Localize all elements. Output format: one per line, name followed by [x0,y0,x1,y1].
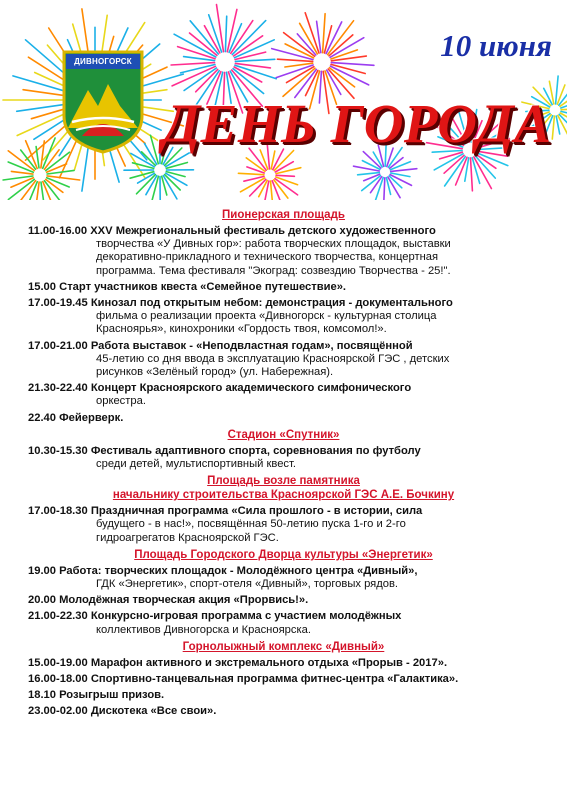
section-title: Пионерская площадь [222,209,345,221]
event-description-continued: творчества «У Дивных гор»: работа творческих площадок, выставки [96,238,451,251]
event-program [0,206,567,722]
event-item [0,594,567,607]
section-title: Стадион «Спутник» [227,428,340,441]
event-description-continued: ГДК «Энергетик», спорт-отеля «Дивный», торговых рядов. [96,578,399,591]
event-description: Молодёжная творческая акция «Прорвись!». [59,594,309,607]
section-title: начальнику строительства Красноярской ГЭС А.Е. Бочкину [112,489,455,502]
firework-ray [471,158,473,191]
event-time: 20.00 [28,594,56,607]
event-line [28,281,557,294]
firework-ray [209,15,222,52]
event-line [28,412,557,425]
event-time: 22.40 [28,411,56,424]
firework-ray [323,14,326,53]
event-description-continued: оркестра. [96,395,146,408]
event-item [0,673,567,686]
event-line [28,297,557,310]
event-time: 18.10 [28,689,56,702]
event-time: 21.00-22.30 [28,610,88,623]
event-time: 15.00 [28,280,56,293]
event-line [28,657,557,670]
firework-ray [391,169,417,172]
event-item [0,297,567,337]
section-title: Горнолыжный комплекс «Дивный» [182,640,385,653]
firework-ray [133,163,154,169]
event-description: Старт участников квеста «Семейное путешествие». [59,280,347,293]
event-time: 17.00-21.00 [28,339,88,352]
event-description-continued: будущего - в нас!», посвящённая 50-летию пуска 1-го и 2-го [96,518,406,531]
event-description: Спортивно-танцевальная программа фитнес-центра «Галактика». [90,673,459,686]
firework-ray [384,178,385,200]
event-time: 11.00-16.00 [28,225,88,237]
event-description: Фейерверк. [59,411,124,424]
event-description: Розыгрыш призов. [59,689,165,702]
firework-ray [305,13,319,53]
section-title: Площадь Городского Дворца культуры «Энергетик» [134,548,433,561]
event-description: Дискотека «Все свои». [90,705,217,718]
event-item [0,705,567,718]
event-item [0,689,567,702]
event-item [0,610,567,636]
event-line [28,689,557,702]
event-description-continued: рисунков «Зелёный город» (ул. Набережная). [96,366,334,379]
city-emblem [62,50,144,154]
event-time: 19.00 [28,564,56,577]
page-title: ДЕНЬ ГОРОДА [162,93,552,154]
event-time: 17.00-19.45 [28,297,88,310]
firework-ray [276,175,294,176]
emblem-label: ДИВНОГОРСК [74,57,132,66]
event-description: Праздничная программа «Сила прошлого - в истории, сила [90,505,423,518]
event-description: Конкурсно-игровая программа с участием молодёжных [90,610,402,623]
event-date: 10 июня [440,28,552,63]
event-line [28,445,557,458]
event-description-continued: среди детей, мультиспортивный квест. [96,458,297,471]
firework-ray [247,167,264,173]
event-time: 16.00-18.00 [28,673,88,686]
event-line [28,340,557,353]
event-item [0,505,567,545]
event-line [28,594,557,607]
firework-ray [235,59,274,61]
event-description: Фестиваль адаптивного спорта, соревнования по футболу [90,444,421,457]
firework-ray [11,171,33,174]
event-time: 21.30-22.40 [28,382,88,395]
event-line [28,225,557,238]
event-description-continued: декоративно-прикладного и технического творчества, концертная [96,251,439,264]
event-description-continued: 45-летию со дня ввода в эксплуатацию Красноярской ГЭС , детских [96,352,450,365]
event-line [28,382,557,395]
firework-ray [43,182,56,200]
firework-ray [358,173,380,175]
poster-header [0,0,567,200]
event-description-continued: гидроагрегатов Красноярской ГЭС. [96,531,279,544]
firework-ray [217,5,224,52]
event-line [28,705,557,718]
event-description: Концерт Красноярского академического симфонического [90,382,412,395]
event-item [0,657,567,670]
event-description-continued: коллективов Дивногорска и Красноярска. [96,623,311,636]
event-description: Кинозал под открытым небом: демонстрация - документального [90,297,453,310]
firework-ray [277,59,312,61]
event-item [0,382,567,408]
event-description-continued: Красноярья», кинохроники «Гордость твоя, комсомол!». [96,323,387,336]
firework-ray [171,63,215,65]
event-item [0,445,567,471]
event-description: XXV Межрегиональный фестиваль детского художественного [90,225,436,237]
firework-ray [166,163,187,169]
event-description-continued: фильма о реализации проекта «Дивногорск - культурная столица [96,310,437,323]
event-description-continued: программа. Тема фестиваля "Экоград: созвездию Творчества - 25!". [96,264,451,277]
event-description: Марафон активного и экстремального отдыха «Прорыв - 2017». [90,656,448,669]
event-line [28,505,557,518]
firework-ray [445,157,466,187]
event-item [0,281,567,294]
event-time: 17.00-18.30 [28,505,88,518]
firework-ray [271,181,273,200]
event-item [0,340,567,380]
event-description: Работа: творческих площадок - Молодёжного центра «Дивный», [59,564,418,577]
firework-ray [238,173,264,174]
event-item [0,225,567,278]
event-description: Работа выставок - «Неподвластная годам», посвящённой [90,339,413,352]
section-title: Площадь возле памятника [207,475,360,488]
event-line [28,610,557,623]
event-time: 10.30-15.30 [28,444,88,457]
event-item [0,565,567,591]
event-line [28,565,557,578]
event-item [0,412,567,425]
event-time: 15.00-19.00 [28,656,88,669]
firework-ray [225,16,226,51]
event-time: 23.00-02.00 [28,705,88,718]
event-line [28,673,557,686]
